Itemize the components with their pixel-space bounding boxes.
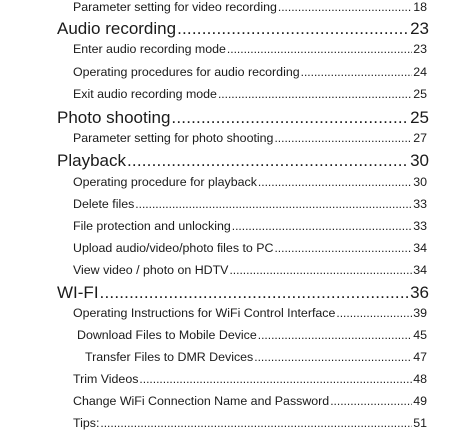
toc-entry-title: Trim Videos [73,372,139,386]
toc-page-number: 25 [410,108,429,127]
toc-page-number: 18 [413,0,427,14]
toc-page-number: 27 [413,131,427,145]
toc-entry-title: Photo shooting [57,108,171,127]
dot-leader [171,108,409,128]
dot-leader [227,41,412,57]
toc-page-number: 23 [410,19,429,38]
toc-page-number: 25 [413,87,427,101]
toc-page-number: 45 [413,328,427,342]
dot-leader [229,262,412,278]
toc-page-number: 34 [413,263,427,277]
toc-entry-title: Playback [57,151,126,170]
dot-leader [232,218,412,234]
toc-entry-title: Parameter setting for photo shooting [73,131,274,145]
toc-section-heading[interactable] [57,283,429,303]
toc-entry-title: Exit audio recording mode [73,87,217,101]
toc-page-number: 36 [410,283,429,302]
toc-page-number: 47 [413,350,427,364]
toc-entry[interactable] [73,415,427,431]
toc-entry-title: WI-FI [57,283,99,302]
toc-entry[interactable] [73,305,427,321]
toc-entry-title: Enter audio recording mode [73,42,226,56]
toc-entry[interactable] [73,64,427,80]
toc-entry[interactable] [73,130,427,146]
toc-entry[interactable] [85,349,427,365]
dot-leader [258,327,412,343]
toc-entry-title: Tips: [73,416,100,430]
dot-leader [336,305,412,321]
toc-page-number: 33 [413,219,427,233]
dot-leader [139,371,412,387]
toc-entry-title: View video / photo on HDTV [73,263,229,277]
dot-leader [274,130,412,146]
dot-leader [330,393,412,409]
toc-entry[interactable] [73,262,427,278]
toc-entry[interactable] [73,196,427,212]
toc-page-number: 24 [413,65,427,79]
toc-section-heading[interactable] [57,151,429,171]
dot-leader [274,240,412,256]
toc-entry[interactable] [73,393,427,409]
toc-page-number: 48 [413,372,427,386]
toc-page-number: 30 [413,175,427,189]
toc-page-number: 34 [413,241,427,255]
toc-entry-title: Operating procedure for playback [73,175,257,189]
dot-leader [258,174,412,190]
toc-entry-title: Download Files to Mobile Device [77,328,257,342]
toc-entry[interactable] [73,86,427,102]
toc-entry-title: File protection and unlocking [73,219,231,233]
toc-entry-title: Operating Instructions for WiFi Control Interface [73,306,336,320]
toc-entry[interactable] [77,327,427,343]
toc-page-number: 51 [413,416,427,430]
toc-entry[interactable] [73,174,427,190]
toc-entry-title: Upload audio/video/photo files to PC [73,241,274,255]
dot-leader [135,196,412,212]
toc-entry[interactable] [73,240,427,256]
toc-page-number: 23 [413,42,427,56]
toc-entry-title: Delete files [73,197,135,211]
dot-leader [100,283,410,303]
toc-page-number: 49 [413,394,427,408]
toc-entry-title: Parameter setting for video recording [73,0,277,14]
toc-entry-title: Change WiFi Connection Name and Password [73,394,330,408]
dot-leader [127,151,409,171]
toc-entry-title: Audio recording [57,19,177,38]
toc-entry[interactable] [73,0,427,15]
toc-entry[interactable] [73,371,427,387]
dot-leader [177,19,409,39]
dot-leader [218,86,412,102]
toc-page-number: 33 [413,197,427,211]
dot-leader [254,349,412,365]
toc-page-number: 39 [413,306,427,320]
toc-entry[interactable] [73,218,427,234]
toc-section-heading[interactable] [57,108,429,128]
toc-page-number: 30 [410,151,429,170]
dot-leader [278,0,412,15]
dot-leader [100,415,412,431]
toc-section-heading[interactable] [57,19,429,39]
toc-entry-title: Transfer Files to DMR Devices [85,350,254,364]
toc-entry-title: Operating procedures for audio recording [73,65,300,79]
dot-leader [301,64,413,80]
toc-entry[interactable] [73,41,427,57]
